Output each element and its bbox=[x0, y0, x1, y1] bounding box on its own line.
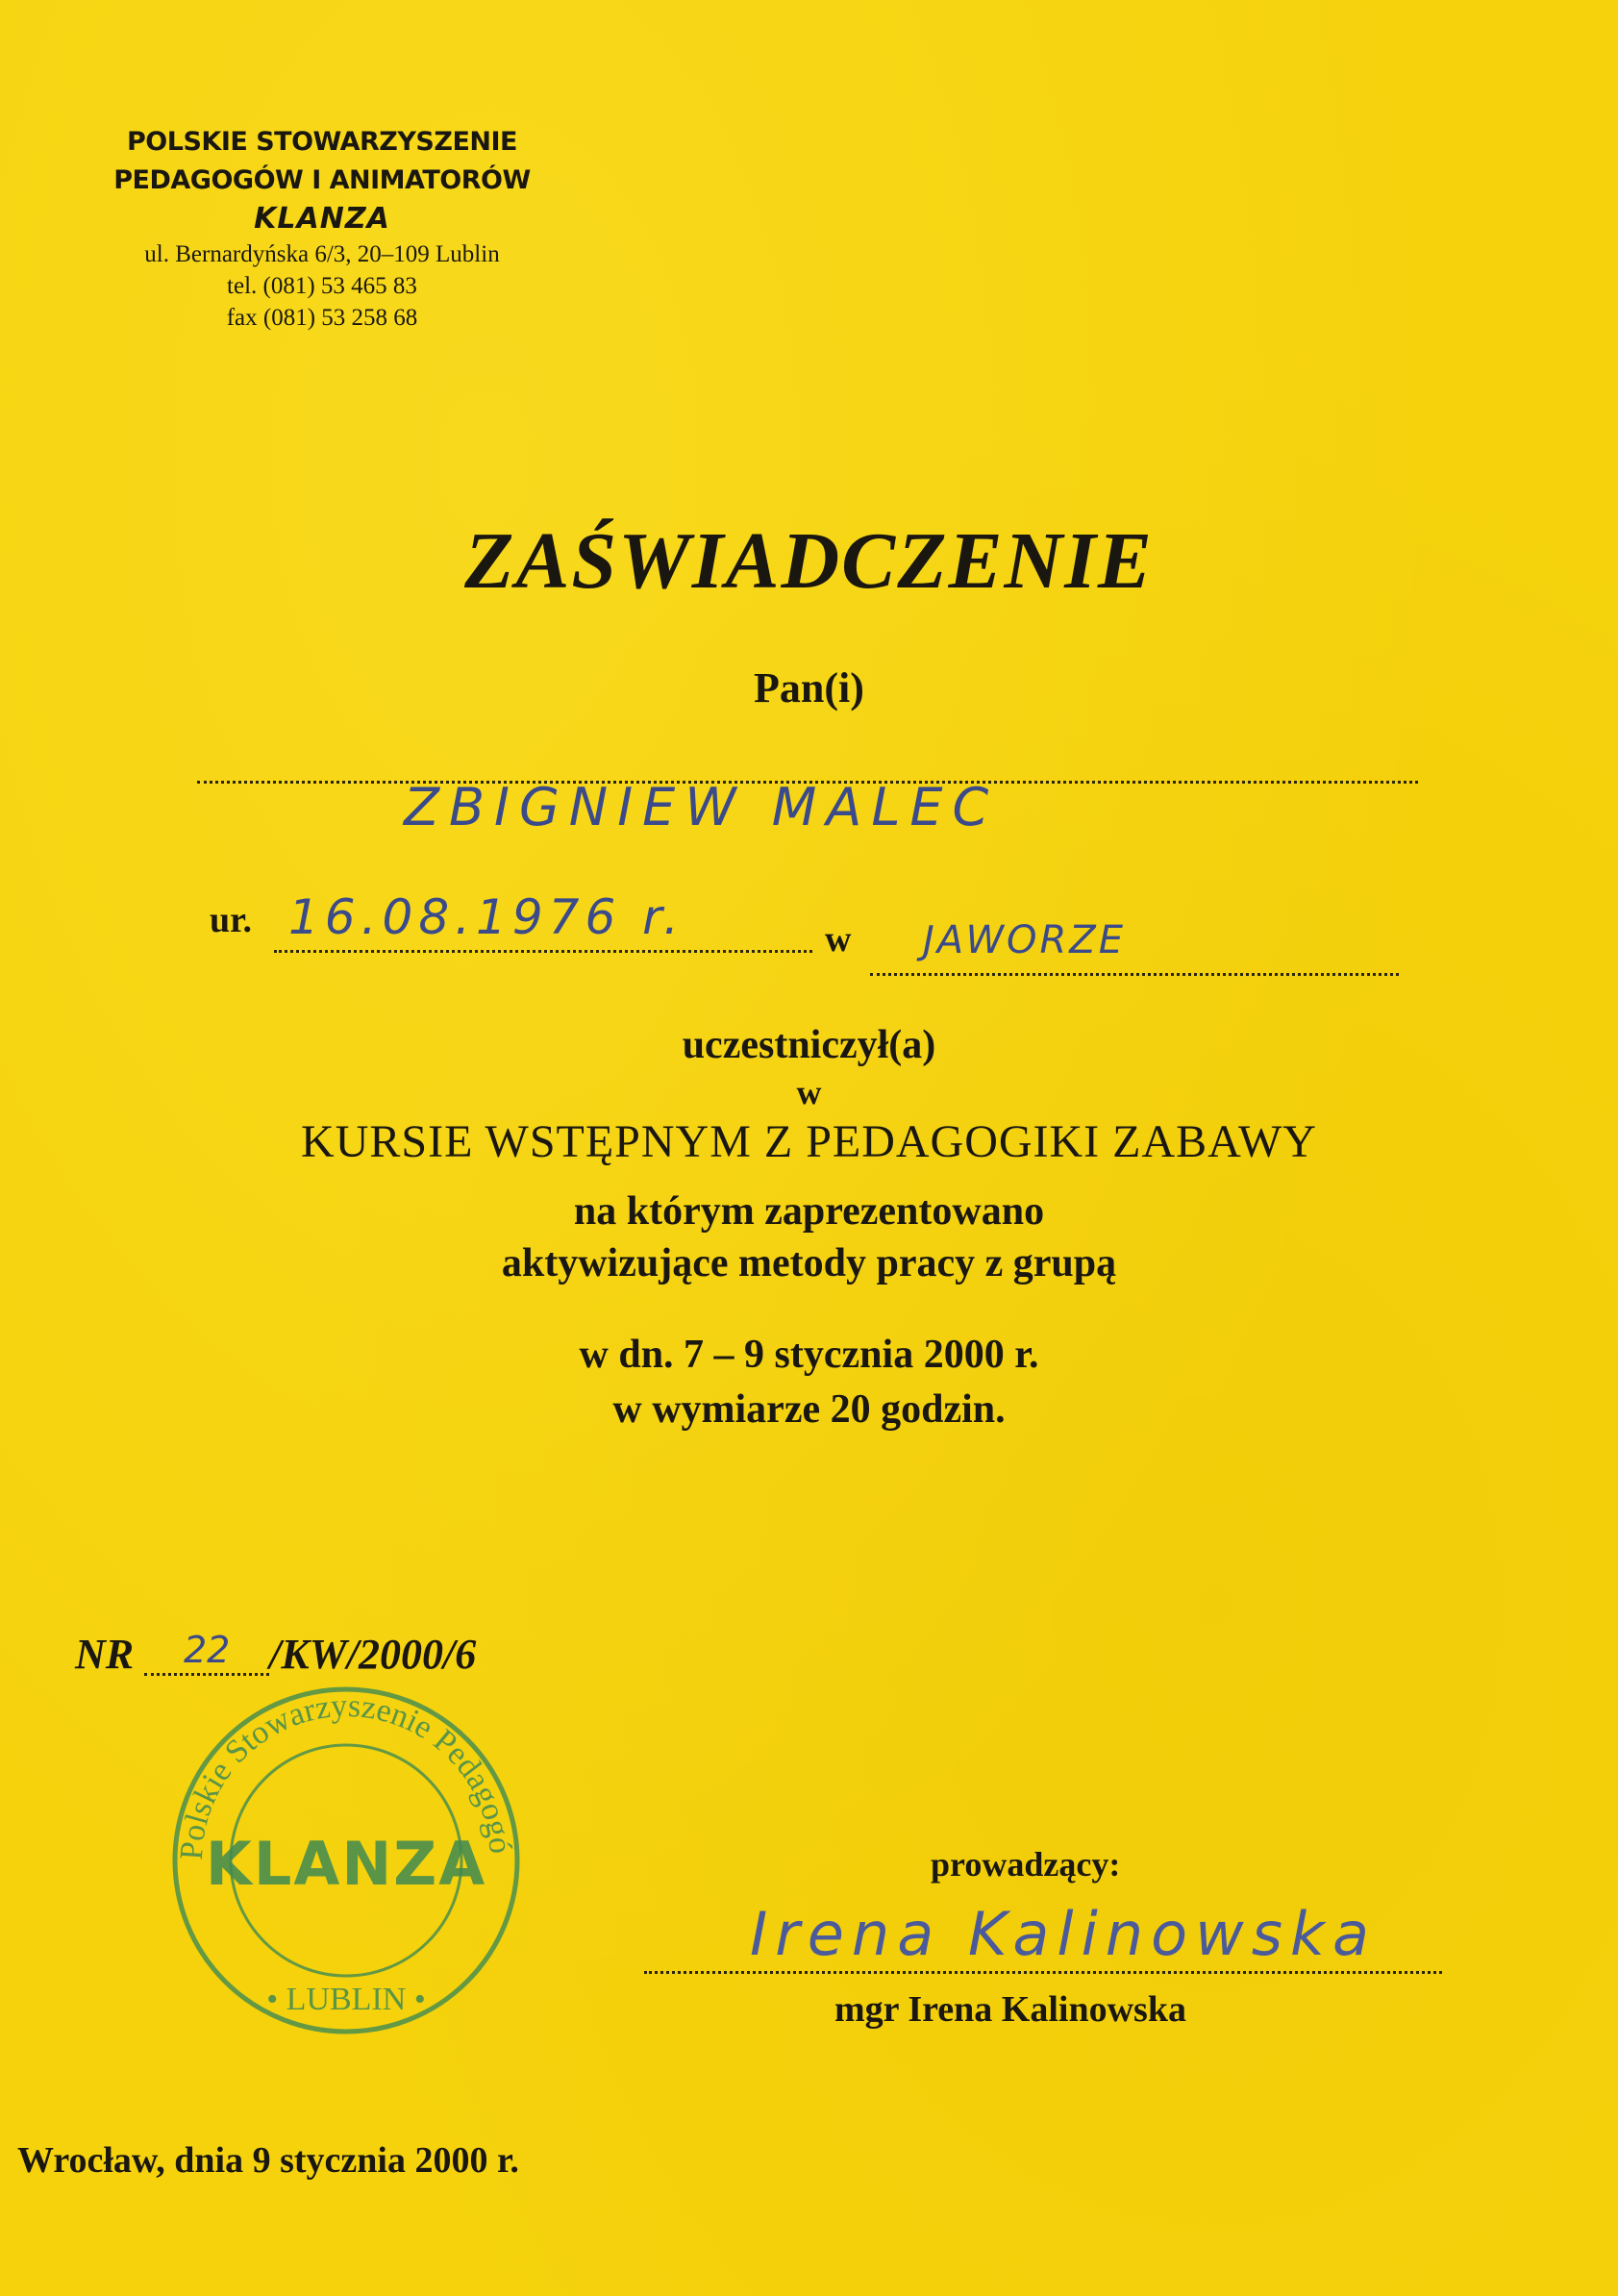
birth-date-dotted-line bbox=[274, 950, 812, 953]
organization-fax: fax (081) 53 258 68 bbox=[226, 305, 418, 331]
in-word: w bbox=[796, 1073, 822, 1111]
birth-place-label: w bbox=[825, 919, 852, 960]
course-dates: w dn. 7 – 9 stycznia 2000 r. bbox=[579, 1333, 1039, 1377]
instructor-signature: Irena Kalinowska bbox=[750, 1899, 1377, 1969]
stamp-bottom-text: • LUBLIN • bbox=[266, 1982, 426, 2017]
certificate-number-value: 22 bbox=[183, 1629, 231, 1671]
instructor-label: prowadzący: bbox=[931, 1845, 1121, 1884]
organization-name-line-2: PEDAGOGÓW I ANIMATORÓW bbox=[113, 165, 531, 195]
organization-stamp bbox=[163, 1678, 529, 2043]
signature-dotted-line bbox=[644, 1971, 1442, 1974]
organization-phone: tel. (081) 53 465 83 bbox=[227, 273, 417, 299]
course-name: KURSIE WSTĘPNYM Z PEDAGOGIKI ZABAWY bbox=[301, 1116, 1317, 1167]
salutation: Pan(i) bbox=[754, 664, 864, 711]
stamp-center-text: KLANZA bbox=[205, 1829, 487, 1899]
birth-place: JAWORZE bbox=[923, 918, 1126, 962]
stamp-graphic bbox=[163, 1678, 529, 2043]
organization-address: ul. Bernardyńska 6/3, 20–109 Lublin bbox=[144, 241, 500, 267]
place-and-date: Wrocław, dnia 9 stycznia 2000 r. bbox=[17, 2140, 519, 2181]
course-description-line-2: aktywizujące metody pracy z grupą bbox=[501, 1241, 1117, 1285]
instructor-name: mgr Irena Kalinowska bbox=[834, 1989, 1186, 2030]
recipient-name: ZBIGNIEW MALEC bbox=[404, 777, 999, 837]
recipient-name-handwritten bbox=[404, 777, 998, 837]
certificate-number-suffix: /KW/2000/6 bbox=[269, 1631, 477, 1678]
birth-date: 16.08.1976 r. bbox=[288, 889, 685, 945]
stamp-ring-text-path: Polskie Stowarzyszenie Pedagogó bbox=[173, 1687, 518, 1861]
course-hours: w wymiarze 20 godzin. bbox=[612, 1387, 1006, 1432]
certificate-number-field bbox=[144, 1624, 269, 1676]
letterhead bbox=[67, 123, 577, 334]
birth-place-dotted-line bbox=[870, 973, 1399, 976]
birth-prefix: ur. bbox=[210, 900, 253, 940]
organization-brand: KLANZA bbox=[254, 202, 390, 236]
course-description-line-1: na którym zaprezentowano bbox=[573, 1189, 1045, 1234]
organization-name-line-1: POLSKIE STOWARZYSZENIE bbox=[127, 127, 517, 157]
certificate-number bbox=[75, 1630, 476, 1682]
certificate-number-prefix: NR bbox=[75, 1631, 135, 1678]
document-title: ZAŚWIADCZENIE bbox=[464, 516, 1154, 606]
participation-text: uczestniczył(a) bbox=[682, 1023, 936, 1067]
